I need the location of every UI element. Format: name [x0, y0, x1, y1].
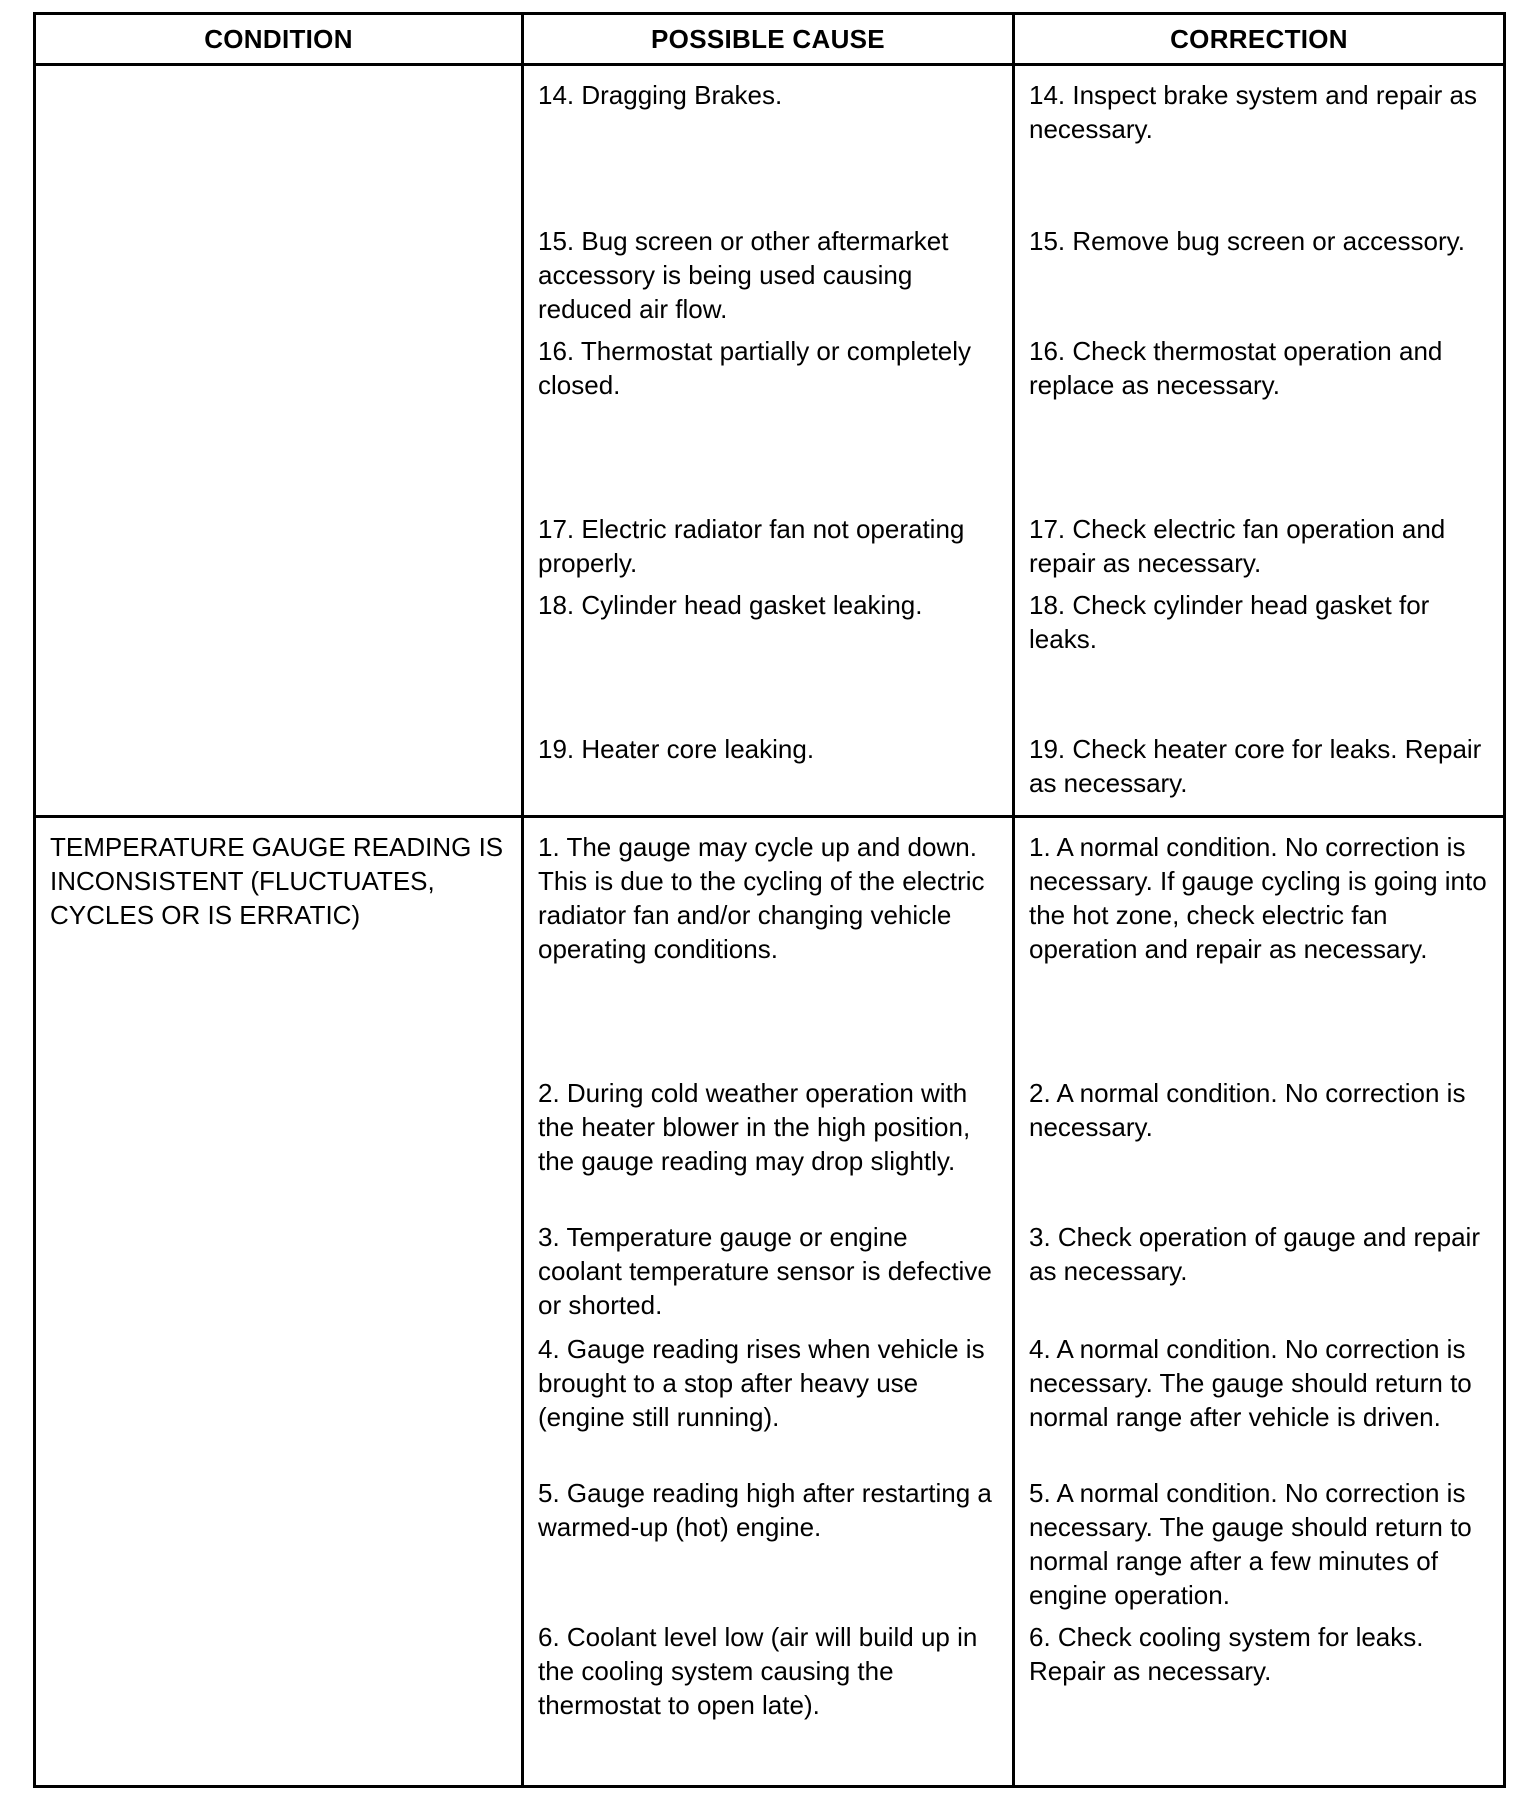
cause-item: 4. Gauge reading rises when vehicle is brought to a stop after heavy use (engine still running). — [538, 1334, 985, 1432]
correction-item: 5. A normal condition. No correction is necessary. The gauge should return to normal range after a few minutes of engine operation. — [1029, 1478, 1472, 1610]
table-row — [35, 65, 1505, 817]
correction-item: 19. Check heater core for leaks. Repair as necessary. — [1029, 734, 1482, 798]
correction-item: 3. Check operation of gauge and repair as necessary. — [1029, 1222, 1480, 1286]
cause-item: 14. Dragging Brakes. — [538, 80, 783, 110]
cause-cell — [523, 65, 1014, 817]
condition-cell — [35, 65, 523, 817]
header-row — [35, 14, 1505, 65]
condition-text: TEMPERATURE GAUGE READING IS INCONSISTENT (FLUCTUATES, CYCLES OR IS ERRATIC) — [50, 832, 504, 930]
cause-item: 3. Temperature gauge or engine coolant temperature sensor is defective or shorted. — [538, 1222, 992, 1320]
table-row — [35, 817, 1505, 1787]
cause-item: 1. The gauge may cycle up and down. This is due to the cycling of the electric radiator fan and/or changing vehicle operating conditions. — [538, 832, 985, 964]
correction-item: 17. Check electric fan operation and repair as necessary. — [1029, 514, 1446, 578]
correction-item: 2. A normal condition. No correction is necessary. — [1029, 1078, 1466, 1142]
correction-item: 16. Check thermostat operation and replace as necessary. — [1029, 336, 1443, 400]
correction-item: 1. A normal condition. No correction is necessary. If gauge cycling is going into the hot zone, check electric fan operation and repair as necessary. — [1029, 832, 1487, 964]
correction-cell — [1014, 817, 1505, 1787]
cause-item: 19. Heater core leaking. — [538, 734, 815, 764]
correction-item: 15. Remove bug screen or accessory. — [1029, 226, 1465, 256]
cause-item: 16. Thermostat partially or completely closed. — [538, 336, 972, 400]
header-correction: CORRECTION — [1014, 14, 1505, 65]
cause-cell — [523, 817, 1014, 1787]
correction-item: 18. Check cylinder head gasket for leaks. — [1029, 590, 1430, 654]
cause-item: 5. Gauge reading high after restarting a warmed-up (hot) engine. — [538, 1478, 992, 1542]
header-condition: CONDITION — [35, 14, 523, 65]
cause-item: 15. Bug screen or other aftermarket accessory is being used causing reduced air flow. — [538, 226, 949, 324]
correction-item: 4. A normal condition. No correction is necessary. The gauge should return to normal range after vehicle is driven. — [1029, 1334, 1472, 1432]
diagnosis-page — [33, 12, 1503, 1788]
diagnosis-table — [33, 12, 1506, 1788]
header-possible-cause: POSSIBLE CAUSE — [523, 14, 1014, 65]
cause-item: 18. Cylinder head gasket leaking. — [538, 590, 923, 620]
cause-item: 6. Coolant level low (air will build up in the cooling system causing the thermostat to open late). — [538, 1622, 978, 1720]
cause-item: 2. During cold weather operation with the heater blower in the high position, the gauge reading may drop slightly. — [538, 1078, 971, 1176]
cause-item: 17. Electric radiator fan not operating properly. — [538, 514, 965, 578]
correction-item: 6. Check cooling system for leaks. Repair as necessary. — [1029, 1622, 1424, 1686]
condition-cell — [35, 817, 523, 1787]
correction-cell — [1014, 65, 1505, 817]
correction-item: 14. Inspect brake system and repair as necessary. — [1029, 80, 1478, 144]
